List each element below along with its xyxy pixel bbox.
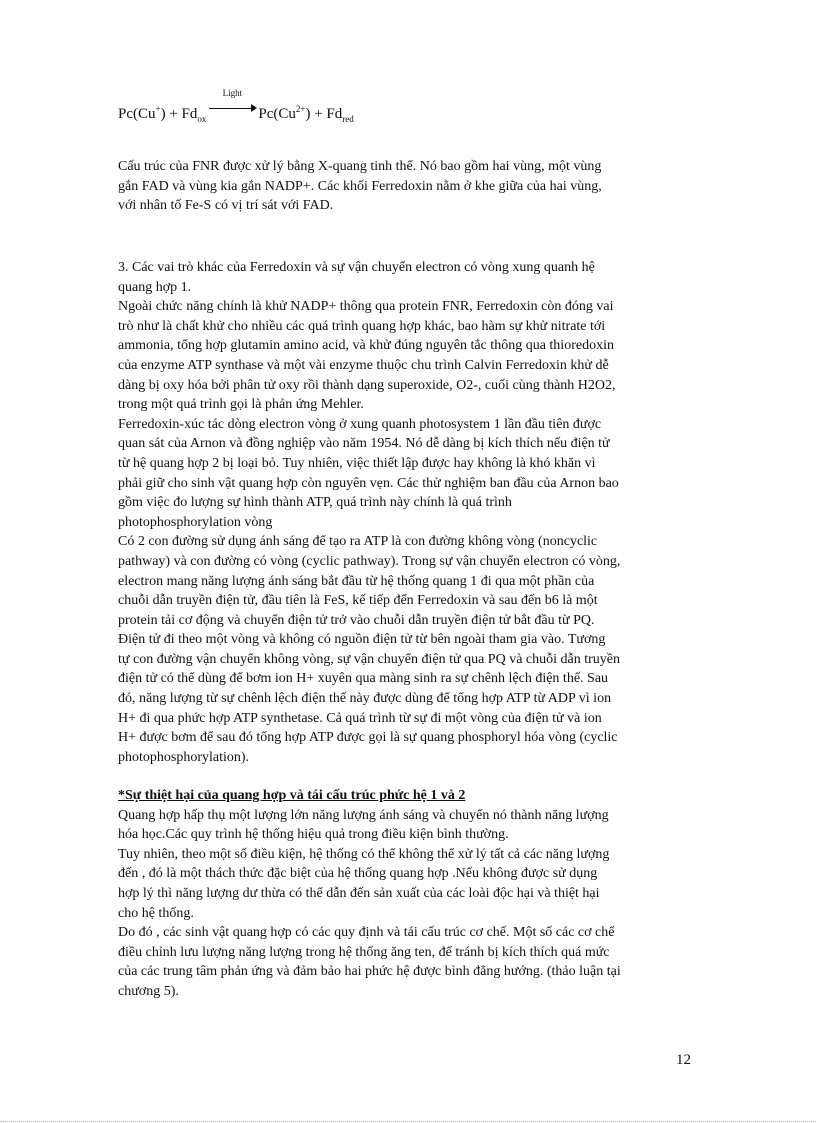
equation-left: $Pc(Cu^+) + Fd_{ox}$ (118, 104, 207, 124)
fnr-structure-paragraph: Cấu trúc của FNR được xử lý bằng X-quang tinh thể. Nó bao gồm hai vùng, một vùng gắn FAD và vùng kia gắn NADP+. Các khối Ferredoxin nằm ở khe giữa của hai vùng, với nhân tố Fe-S có vị trí sát với FAD. (118, 159, 602, 214)
damage-section: *Sự thiệt hại của quang hợp và tái cấu trúc phức hệ 1 và 2 Quang hợp hấp thụ một lượng lớn năng lượng ánh sáng và chuyển nó thành năng lượng hóa học.Các quy trình hệ thống hiệu quả trong điều kiện bình thường. Tuy nhiên, theo một số điều kiện, hệ thống có thể không thể xử lý tất cả các năng lượng đến , đó là một thách thức đặc biệt của hệ thống quang hợp .Nếu không được sử dụng hợp lý thì năng lượng dư thừa có thể dẫn đến sản xuất của các loài độc hại và thiệt hại cho hệ thống. Do đó , các sinh vật quang hợp có các quy định và tái cấu trúc cơ chế. Một số các cơ chế điều chỉnh lưu lượng năng lượng trong hệ thống ăng ten, để tránh bị kích thích quá mức của các trung tâm phản ứng và đảm bảo hai phức hệ được bình đẳng hướng. (thảo luận tại chương 5). (118, 786, 698, 1002)
section-3-title: 3. Các vai trò khác của Ferredoxin và sự vận chuyển electron có vòng xung quanh hệ (118, 260, 595, 275)
section-3-body: 3. Các vai trò khác của Ferredoxin và sự vận chuyển electron có vòng xung quanh hệ quang hợp 1. Ngoài chức năng chính là khử NADP+ thông qua protein FNR, Ferredoxin còn đóng vai trò như là chất khử cho nhiều các quá trình quang hợp khác, bao hàm sự khử nitrate tới ammonia, tổng hợp glutamin amino acid, và khử đúng nguyên tắc thông qua thioredoxin của enzyme ATP synthase và một vài enzyme thuộc chu trình Calvin Ferredoxin khử dễ dàng bị oxy hóa bởi phân tử oxy rồi thành dạng superoxide, O2-, cuối cùng thành H2O2, trong một quá trình gọi là phản ứng Mehler. Ferredoxin-xúc tác dòng electron vòng ở xung quanh photosystem 1 lần đầu tiên được quan sát của Arnon và đồng nghiệp vào năm 1954. Nó dễ dàng bị kích thích nếu điện tử từ hệ quang hợp 2 bị loại bỏ. Tuy nhiên, việc thiết lập được hay không là khó khăn vì phải giữ cho sinh vật quang hợp còn nguyên vẹn. Các thử nghiệm ban đầu của Arnon bao gồm việc đo lượng sự hình thành ATP, quá trình này chính là quá trình photophosphorylation vòng Có 2 con đường sử dụng ánh sáng để tạo ra ATP là con đường không vòng (noncyclic pathway) và con đường có vòng (cyclic pathway). Trong sự vận chuyển electron có vòng, electron mang năng lượng ánh sáng bắt đầu từ hệ thống quang 1 đi qua một phần của chuỗi dẫn truyền điện tử, đầu tiên là FeS, kế tiếp đến Ferredoxin và sau đến b6 là một protein tải cơ động và chuyển điện tử trở vào chuỗi dẫn truyền điện tử bắt đầu từ PQ. Điện tử đi theo một vòng và không có nguồn điện tử từ bên ngoài tham gia vào. Tương tự con đường vận chuyển không vòng, sự vận chuyển điện tử qua PQ và chuỗi dẫn truyền điện tử có thể dùng để bơm ion H+ xuyên qua màng sinh ra sự chênh lệch điện thế. Sau đó, năng lượng từ sự chênh lệch điện thế này được dùng để tổng hợp ATP từ ADP vì ion H+ đi qua phức hợp ATP synthetase. Cả quá trình từ sự đi một vòng của điện tử và ion H+ được bơm để sau đó tổng hợp ATP được gọi là sự quang phosphoryl hóa vòng (cyclic photophosphorylation). (118, 258, 698, 767)
equation-right: $Pc(Cu^{2+}) + Fd_{red}$ (258, 104, 354, 124)
page-bottom-divider (0, 1121, 816, 1122)
arrow-label: Light (222, 88, 243, 98)
reaction-equation (118, 88, 354, 124)
page-number: 12 (676, 1052, 691, 1068)
reaction-arrow-icon (207, 88, 257, 118)
section-heading: *Sự thiệt hại của quang hợp và tái cấu trúc phức hệ 1 và 2 (118, 788, 466, 803)
